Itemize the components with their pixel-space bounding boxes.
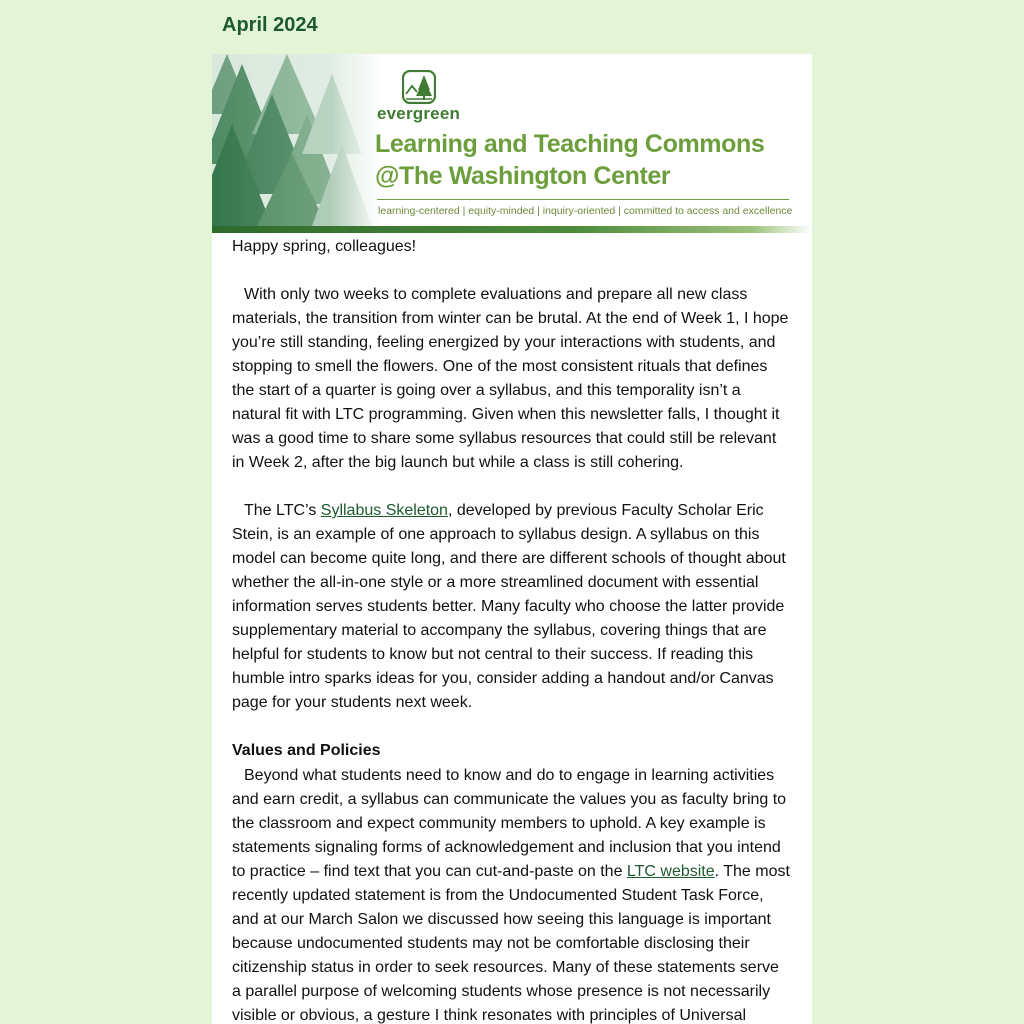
newsletter-date: April 2024 bbox=[222, 14, 318, 36]
para2-lead-text: The LTC’s bbox=[244, 502, 321, 519]
greeting-text: Happy spring, colleagues! bbox=[232, 238, 417, 255]
intro-paragraph: With only two weeks to complete evaluations and prepare all new class materials, the transition from winter can be brutal. At the end of Week 1, I hope you’re still standing, feeling energized by your interactions with students, and stopping to smell the flowers. One of the most consistent rituals that defines the start of a quarter is going over a syllabus, and this temporality isn’t a natural fit with LTC programming. Given when this newsletter falls, I thought it was a good time to share some syllabus resources that could still be relevant in Week 2, after the big launch but while a class is still cohering. bbox=[232, 286, 789, 471]
para3-lead-text: Beyond what students need to know and do to engage in learning activities and earn credit, a syllabus can communicate the values you as faculty bring to the classroom and expect community members to uphold. A key example is statements signaling forms of acknowledgement and inclusion that you intend to practice – find text that you can cut-and-paste on the bbox=[232, 767, 787, 880]
banner-tagline: learning-centered | equity-minded | inquiry-oriented | committed to access and excellence bbox=[378, 205, 793, 217]
forest-illustration bbox=[212, 54, 382, 226]
banner-title-line1: Learning and Teaching Commons bbox=[375, 130, 765, 158]
values-paragraph bbox=[232, 764, 792, 1024]
evergreen-logo-icon bbox=[402, 70, 436, 104]
para3-body-text: . The most recently updated statement is from the Undocumented Student Task Force, and at our March Salon we discussed how seeing this language is important because undocumented students may not be comfortable disclosing their citizenship status in order to seek resources. Many of these statements serve a parallel purpose of welcoming students whose presence is not necessarily visible or obvious, a gesture I think resonates with principles of Universal bbox=[232, 863, 790, 1024]
newsletter-body bbox=[212, 235, 812, 1024]
banner-gradient-bar bbox=[212, 226, 812, 233]
ltc-website-link[interactable]: LTC website bbox=[626, 863, 715, 880]
section-heading-values: Values and Policies bbox=[232, 742, 381, 759]
newsletter-card bbox=[212, 54, 812, 1024]
banner-divider bbox=[377, 199, 789, 200]
syllabus-skeleton-paragraph bbox=[232, 499, 792, 715]
syllabus-skeleton-link[interactable]: Syllabus Skeleton bbox=[320, 502, 448, 519]
para2-body-text: , developed by previous Faculty Scholar Eric Stein, is an example of one approach to syllabus design. A syllabus on this model can become quite long, and there are different schools of thought about whether the all-in-one style or a more streamlined document with essential information serves students better. Many faculty who choose the latter provide supplementary material to accompany the syllabus, covering things that are helpful for students to know but not central to their success. If reading this humble intro sparks ideas for you, consider adding a handout and/or Canvas page for your students next week. bbox=[232, 502, 786, 711]
banner-title-line2: @The Washington Center bbox=[375, 162, 671, 190]
brand-name: evergreen bbox=[377, 104, 461, 123]
newsletter-banner bbox=[212, 54, 812, 235]
